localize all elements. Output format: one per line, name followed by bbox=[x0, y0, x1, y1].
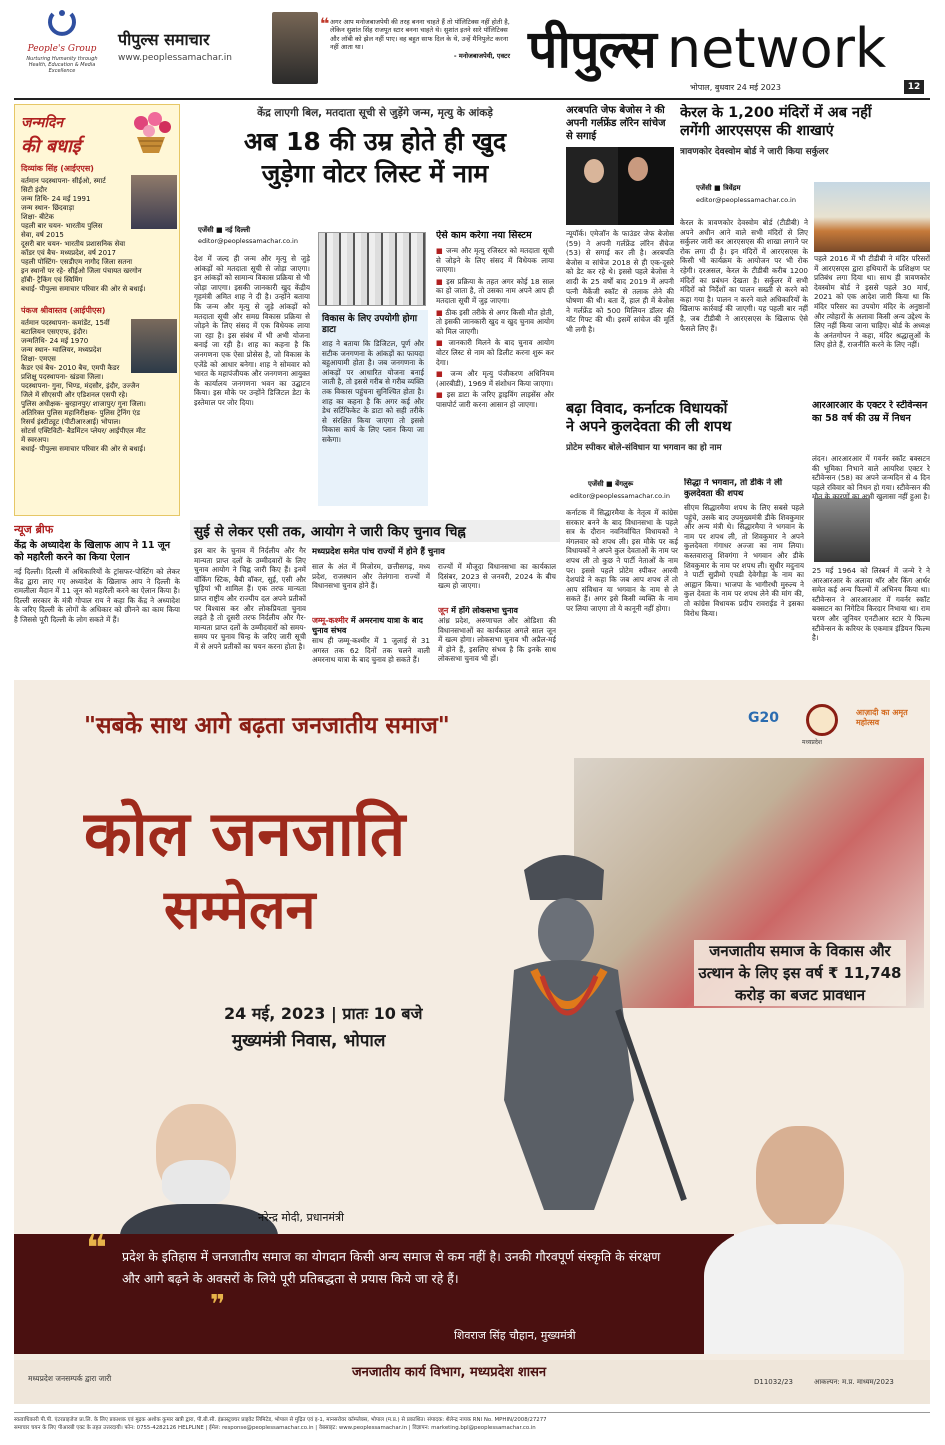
person2-detail: अतिरिक्त पुलिस महानिरीक्षक- पुलिस ट्रेनिंग एंड bbox=[21, 409, 141, 417]
jk-title-rest: में अमरनाथ यात्रा के बाद चुनाव संभव bbox=[312, 616, 423, 635]
advert-quote: प्रदेश के इतिहास में जनजातीय समाज का योगदान किसी अन्य समाज से कम नहीं है। उनकी गौरवपूर्ण संस्कृति के संरक्षण और आगे बढ़ने के अवसरों के लिये पूरी प्रतिबद्धता से प्रयास किये जा रहे हैं। bbox=[122, 1249, 661, 1286]
kerala-body1: केरल के त्रावणकोर देवस्वोम बोर्ड (टीडीबी) ने अपने अधीन आने वाले सभी मंदिरों से लिए सर्कुलर जारी कर आरएसएस की शाखा लगाने पर रोक लगा दी है। इन मंदिरों में आरएसएस के किसी भी कार्यक्रम के आयोजन पर भी रोक रहेगी। दरअसल, केरल के टीडीबी करीब 1200 मंदिरों का प्रबंधन देखता है। सर्कुलर में सभी मंदिरों को निर्देशों का पालन सख्ती से करने को कहा गया है। पालन न करने वाले अधिकारियों के खिलाफ कार्रवाई की जाएगी। यह पहली बार नहीं है, जब टीडीबी ने आरएसएस के खिलाफ ऐसे फैसले लिए हैं। bbox=[680, 218, 808, 333]
side-point bbox=[436, 338, 554, 367]
person2-detail: शिक्षा- एमएस bbox=[21, 355, 56, 363]
lead-side-box bbox=[436, 230, 554, 510]
pm-beard bbox=[162, 1160, 230, 1206]
quote-open-icon: ❝ bbox=[86, 1228, 108, 1269]
advert bbox=[14, 680, 930, 1404]
person2-detail: बटालियन एसएएफ, इंदौर। bbox=[21, 328, 88, 336]
election-story bbox=[190, 520, 560, 670]
side-point-text: इस डाटा के जरिए ड्राइविंग लाइसेंस और पासपोर्ट जारी करना आसान हो जाएगा। bbox=[436, 390, 554, 409]
lead-body: देश में जल्द ही जन्म और मृत्यु से जुड़े आंकड़ों को मतदाता सूची से जोड़ा जाएगा। इन आंकड़ों को सामान्य विकास प्रक्रिया से भी जोड़ा जाएगा। इसकी जानकारी खुद केंद्रीय गृहमंत्री अमित शाह ने दी है। उन्होंने बताया कि जन्म और मृत्यु से जुड़े आंकड़ों को मतदाता सूची और समग्र विकास प्रक्रिया से जोड़ने के लिए संसद में एक विधेयक लाया जा रहा है। इस संबंध में भी अभी योजना बनाई जा रही है। शाह का कहना है कि जनगणना एक ऐसा प्रोसेस है, जो विकास के एजेंडे को आधार बनेगा। शाह ने सोमवार को भारत के महापंजीयक और जनगणना आयुक्त के कार्यालय जनगणना भवन का उद्घाटन किया। इस मौके पर उन्होंने डिजिटल डेटा के इस्तेमाल पर जोर दिया। bbox=[194, 254, 310, 407]
jk-title bbox=[312, 616, 430, 636]
person2-detail: में स्वरअप। bbox=[21, 436, 49, 444]
info-box-title: विकास के लिए उपयोगी होगा डाटा bbox=[322, 314, 418, 335]
person1-detail: बधाई- पीपुल्स समाचार परिवार की ओर से बधाई। bbox=[21, 285, 146, 293]
karnataka-body: कर्नाटक में सिद्धारमैया के नेतृत्व में कांग्रेस सरकार बनने के बाद विधानसभा के पहले सत्र के दौरान नवनिर्वाचित विधायकों ने मंगलवार को शपथ ली। इस मौके पर कई विधायकों ने अपने कुल देवताओं के नाम पर शपथ ली तो कुछ ने पार्टी नेताओं के नाम पर। इससे पहले प्रोटेम स्पीकर आरवी देशपांडे ने कहा कि जब आप शपथ लें तो आप संविधान या भगवान के नाम से ले सकते हैं। अगर इसे किसी व्यक्ति के नाम पर लिया जाएगा तो ये कानूनी नहीं होगा। bbox=[566, 508, 678, 613]
side-point-text: इस प्रक्रिया के तहत अगर कोई 18 साल का हो जाता है, तो उसका नाम अपने आप ही मतदाता सूची में जुड़ जाएगा। bbox=[436, 276, 554, 305]
kerala-email: editor@peoplessamachar.co.in bbox=[696, 196, 796, 204]
election-sub-headline: मध्यप्रदेश समेत पांच राज्यों में होने हैं चुनाव bbox=[312, 547, 445, 557]
news-brief-headline: केंद्र के अध्यादेश के खिलाफ आप ने 11 जून को महारैली करने का किया ऐलान bbox=[14, 540, 171, 563]
paper-url: www.peoplessamachar.in bbox=[118, 53, 232, 63]
june-title-red: जून bbox=[438, 606, 449, 615]
peoples-group-emblem-icon bbox=[45, 8, 79, 42]
person2-detail: पुलिस अधीक्षक- बुरहानपुर/ शाजापुर/ गुना जिला। bbox=[21, 400, 146, 408]
person1-detail: हॉबी- ट्रैकिंग एवं स्विमिंग bbox=[21, 276, 83, 284]
pm-caption: नरेन्द्र मोदी, प्रधानमंत्री bbox=[258, 1211, 344, 1224]
peoples-group-name: People's Group bbox=[27, 44, 97, 54]
quote-text: अगर आप मनोजबाजपेयी की तरह बनना चाहते हैं तो पॉलिटिक्स नहीं होती है, लेकिन सुशांत सिंह राजपूत स्टार बनना चाहते थे। सुशांत इतने सारे पॉलिटिक्स और लॉबी को झेल नहीं पाए। वह बहुत साफ दिल के थे, उन्हें मैनिपुलेट करना नहीं आता था। bbox=[330, 18, 510, 52]
june-title-rest: में होंगे लोकसभा चुनाव bbox=[448, 606, 518, 615]
imprint bbox=[14, 1412, 930, 1440]
lead-email: editor@peoplessamachar.co.in bbox=[198, 237, 298, 245]
birthday-person2-name: पंकज श्रीवास्तव (आईपीएस) bbox=[21, 306, 106, 315]
june-body: आंध्र प्रदेश, अरुणाचल और ओडिशा की विधानसभाओं का कार्यकाल अगले साल जून में खत्म होगा। लोकसभा चुनाव भी अप्रैल-मई में होने हैं, इसलिए संभव है कि इनके साथ लोकसभा चुनाव भी हों। bbox=[438, 616, 556, 664]
footer-right: आकल्पन: म.प्र. माध्यम/2023 bbox=[814, 1378, 894, 1386]
lead-story bbox=[190, 104, 560, 516]
rrr-story bbox=[812, 400, 930, 670]
election-body: इस बार के चुनाव में निर्दलीय और गैर मान्यता प्राप्त दलों के उम्मीदवारों के लिए चुनाव आयोग ने चिह्न जारी किए हैं। इनमें वॉकिंग स्टिक, बैबी वॉकर, सुई, एसी और चूड़ियां भी शामिल हैं। एक तरफ मान्यता प्राप्त राष्ट्रीय और राज्यीय दल अपने प्रतीकों पर विश्वास कर और लोकप्रियता चुनाव लड़ते है तो दूसरी तरफ निर्दलीय और गैर-मान्यता प्राप्त दलों के उम्मीदवारों को समय-समय पर चुनाव चिन्ह के जरिए जारी सूची में से अपने प्रतीकों का चयन करना होता है। bbox=[194, 546, 306, 651]
june-box bbox=[438, 606, 556, 668]
kerala-story bbox=[680, 104, 930, 396]
person2-detail: जन्मतिथि- 24 मई 1970 bbox=[21, 337, 89, 345]
kerala-subhead: त्रावणकोर देवस्वोम बोर्ड ने जारी किया सर्कुलर bbox=[680, 147, 829, 157]
lead-headline-line1: अब 18 की उम्र होते ही खुद bbox=[243, 127, 507, 156]
jk-body: साथ ही जम्मू-कश्मीर में 1 जुलाई से 31 अगस्त तक 62 दिनों तक चलने वाली अमरनाथ यात्रा के बाद चुनाव हो सकते हैं। bbox=[312, 636, 430, 665]
rrr-body2: 25 मई 1964 को लिस्बर्न में जन्मे रे ने आरआरआर के अलावा थॉर और किंग आर्थर समेत कई अन्य फिल्मों में अभिनय किया था। स्टीवेन्सन ने आरआरआर में गवर्नर स्कॉट बक्सटन का निगेटिव किरदार निभाया था। राम चरण और जूनियर एनटीआर स्टार ये फिल्म स्टीवेन्सन के करियर के एकमात्र इंडियन फिल्म है। bbox=[812, 566, 930, 643]
lead-kicker: केंद्र लाएगी बिल, मतदाता सूची से जुड़ेंगे जन्म, मृत्यु के आंकड़े bbox=[257, 107, 493, 119]
cm-body bbox=[704, 1224, 904, 1354]
birthday-person1-name: दिव्यांक सिंह (आईएएस) bbox=[21, 164, 94, 173]
rrr-body1: लंदन। आरआरआर में गवर्नर स्कॉट बक्सटन की भूमिका निभाने वाले आयरिश एक्टर रे स्टीवेन्सन (58) का अपने जन्मदिन से 4 दिन पहले रविवार को निधन हो गया। स्टीवेन्सन की मौत के कारणों का अभी खुलासा नहीं हुआ है। bbox=[812, 454, 930, 502]
karnataka-headline-line1: बढ़ा विवाद, कर्नाटक विधायकों bbox=[566, 401, 728, 417]
side-point-text: ठीक इसी तरीके से अगर किसी मौत होती, तो इसकी जानकारी खुद व खुद चुनाव आयोग को मिल जाएगी। bbox=[436, 307, 554, 336]
person2-detail: कैडर एवं बैच- 2010 बैच, एमपी कैडर bbox=[21, 364, 120, 372]
quote-author: - मनोजबाजपेयी, एक्टर bbox=[453, 51, 510, 60]
kerala-headline-line1: केरल के 1,200 मंदिरों में अब नहीं bbox=[680, 105, 872, 121]
bullet-icon: ■ bbox=[436, 390, 447, 400]
side-point bbox=[436, 277, 554, 306]
advert-logos bbox=[748, 704, 924, 750]
bullet-icon: ■ bbox=[436, 369, 451, 379]
karnataka-byline: एजेंसी ■ बेंगलुरू bbox=[588, 480, 634, 488]
bezos-story bbox=[566, 104, 674, 396]
person1-detail: पहली पोस्टिंग- एसडीएम नागौद जिला सतना bbox=[21, 258, 133, 266]
election-headline: सुई से लेकर एसी तक, आयोग ने जारी किए चुनाव चिह्न bbox=[190, 520, 560, 542]
info-box-body: शाह ने बताया कि डिजिटल, पूर्ण और सटीक जनगणना के आंकड़ों का फायदा बहुआयामी होता है। जब जनगणना के आंकड़ों पर आधारित योजना बनाई जाती है, तो इससे गरीब से गरीब व्यक्ति तक विकास पहुंचना सुनिश्चित होता है। शाह का कहना है कि अगर कई और डेथ सर्टिफिकेट के डाटा को सही तरीके से संरक्षित किया जाएगा तो इससे विकास कार्य के लिए प्लान किया जा सकेगा। bbox=[322, 339, 424, 444]
side-point bbox=[436, 390, 554, 409]
kerala-byline: एजेंसी ■ त्रिवेंद्रम bbox=[696, 184, 741, 192]
person1-details bbox=[21, 177, 177, 294]
birthday-header bbox=[21, 113, 121, 158]
person1-detail: शिक्षा- बीटेक bbox=[21, 213, 54, 221]
bezos-photo-face1 bbox=[584, 159, 604, 183]
quote-close-icon: ❞ bbox=[210, 1290, 226, 1320]
paper-logo-block bbox=[118, 28, 268, 72]
kerala-headline-line2: लगेंगी आरएसएस की शाखाएं bbox=[680, 123, 834, 139]
bullet-icon: ■ bbox=[436, 276, 447, 286]
person2-detail: प्रशिक्षु पदस्थापना- खंडवा जिला। bbox=[21, 373, 104, 381]
imprint-line1: स्वत्वाधिकारी पी.पी. एंटरप्राइजेज प्रा.लि. के लिए प्रकाशक एवं मुद्रक अशोक कुमार खत्री द्वारा, पी.बी.सी. इंफ्रास्ट्रक्चर प्राइवेट लिमिटेड, भोपाल से मुद्रित एवं इ-1, मानसरोवर कॉम्प्लेक्स, भोपाल (म.प्र.) से प्रकाशित। संपादक: शैलेन्द्र नायक RNI No. MPHIN/2008/27277 bbox=[14, 1417, 547, 1423]
bezos-photo bbox=[566, 147, 674, 225]
advert-footer bbox=[14, 1360, 930, 1404]
ballot-photo bbox=[318, 232, 426, 306]
quote-photo bbox=[272, 12, 318, 84]
side-point-text: जानकारी मिलने के बाद चुनाव आयोग वोटर लिस्ट से नाम को डिलीट करना शुरू कर देगा। bbox=[436, 338, 554, 367]
page-number: 12 bbox=[904, 80, 924, 94]
side-point bbox=[436, 246, 554, 275]
advert-title-line1: कोल जनजाति bbox=[84, 797, 406, 870]
election-sub-body2: राज्यों में मौजूदा विधानसभा का कार्यकाल दिसंबर, 2023 से जनवरी, 2024 के बीच खत्म हो जाएगा। bbox=[438, 562, 556, 591]
side-point-text: जन्म और मृत्यु रजिस्टर को मतदाता सूची से जोड़ने के लिए संसद में विधेयक लाया जाएगा। bbox=[436, 246, 554, 275]
news-brief bbox=[14, 522, 180, 668]
side-point bbox=[436, 369, 554, 388]
person1-detail: सिटी इंदौर bbox=[21, 186, 47, 194]
bullet-icon: ■ bbox=[436, 338, 449, 348]
person2-detail: जिले में सीएसपी और एडिशनल एसपी रहे। bbox=[21, 391, 128, 399]
brand-hindi: पीपुल्स bbox=[528, 20, 656, 80]
footer-center: जनजातीय कार्य विभाग, मध्यप्रदेश शासन bbox=[352, 1365, 547, 1380]
brand-english: network bbox=[666, 17, 887, 80]
karnataka-subhead: प्रोटेम स्पीकर बोले-संविधान या भगवान का हो नाम bbox=[566, 443, 722, 453]
side-box-title: ऐसे काम करेगा नया सिस्टम bbox=[436, 230, 532, 241]
karnataka-headline-line2: ने अपने कुलदेवता की ली शपथ bbox=[566, 419, 732, 435]
mp-seal-icon bbox=[806, 704, 838, 736]
advert-banner: "सबके साथ आगे बढ़ता जनजातीय समाज" bbox=[84, 713, 450, 739]
bezos-photo-face2 bbox=[628, 157, 648, 181]
advert-title-line2: सम्मेलन bbox=[164, 878, 316, 941]
lead-byline: एजेंसी ■ नई दिल्ली bbox=[198, 226, 251, 234]
person2-detail: वर्तमान पदस्थापना- कमांडेंट, 15वीं bbox=[21, 319, 110, 327]
person2-detail: सोटर्स एक्टिविटी- बैडमिंटन प्लेयर/ आईपीएल मीट bbox=[21, 427, 146, 435]
karnataka-email: editor@peoplessamachar.co.in bbox=[570, 492, 670, 500]
election-sub-body1: साल के अंत में मिजोरम, छत्तीसगढ़, मध्य प्रदेश, राजस्थान और तेलंगाना राज्यों में विधानसभा चुनाव होने हैं। bbox=[312, 562, 430, 591]
advert-venue: मुख्यमंत्री निवास, भोपाल bbox=[232, 1031, 386, 1051]
jk-box bbox=[312, 616, 430, 668]
footer-left: मध्यप्रदेश जनसम्पर्क द्वारा जारी bbox=[28, 1374, 112, 1383]
flower-bouquet-icon bbox=[127, 111, 175, 155]
lead-info-box bbox=[318, 310, 428, 506]
brand bbox=[528, 12, 928, 80]
imprint-line2: समाचार चयन के लिए पीआरबी एक्ट के तहत उत्तरदायी। फोन: 0755-4282126 HELPLINE | ईमेल: response@peoplessamachar.co.in | वेबसाइट: www.peoplessamachar.in | विज्ञापन: marketing.bpl@peoplessamachar.co.in bbox=[14, 1425, 536, 1431]
bullet-icon: ■ bbox=[436, 307, 446, 317]
lead-headline-line2: जुड़ेगा वोटर लिस्ट में नाम bbox=[261, 159, 489, 188]
karnataka-sidebar bbox=[684, 478, 804, 668]
advert-date-time: 24 मई, 2023 | प्रातः 10 बजे bbox=[224, 1004, 423, 1023]
rss-photo bbox=[814, 182, 930, 252]
side-point-text: जन्म और मृत्यु पंजीकरण अधिनियम (आरबीडी), 1969 में संशोधन किया जाएगा। bbox=[436, 369, 554, 388]
person1-detail: वर्तमान पदस्थापना- सीईओ, स्मार्ट bbox=[21, 177, 106, 185]
kerala-body2: पहले 2016 में भी टीडीबी ने मंदिर परिसरों में आरएसएस द्वारा हथियारों के प्रशिक्षण पर प्रतिबंध लगा दिया था। साथ ही त्रावणकोर देवस्वोम बोर्ड ने इससे पहले 30 मार्च, 2021 को एक आदेश जारी किया था कि मंदिर परिसर का उपयोग मंदिर के अनुष्ठानों और त्योहारों के अलावा किसी अन्य उद्देश्य के लिए नहीं किया जाना चाहिए। बोर्ड के अध्यक्ष के अनंतगोपन ने कहा, मंदिर श्रद्धालुओं के लिए होते हैं, राजनीति करने के लिए नहीं। bbox=[814, 254, 930, 350]
bullet-icon: ■ bbox=[436, 246, 447, 255]
peoples-group-logo bbox=[22, 8, 102, 94]
bezos-headline: अरबपति जेफ बेजोस ने की अपनी गर्लफ्रेंड लॉरेन सांचेज से सगाई bbox=[566, 105, 666, 142]
news-brief-body: नई दिल्ली। दिल्ली में अधिकारियों के ट्रांसफर-पोस्टिंग को लेकर केंद्र द्वारा लाए गए अध्यादेश के खिलाफ आप ने दिल्ली के रामलीला मैदान में 11 जून को महारैली करने का ऐलान किया है। दिल्ली सरकार के मंत्री गोपाल राय ने कहा कि केंद्र ने अध्यादेश के जरिए दिल्ली के लोगों के अधिकार को छीनने का काम किया है जिससे पूरी दिल्ली के लोग सकते में हैं। bbox=[14, 567, 180, 624]
person1-detail: दूसरी बार चयन- भारतीय प्रशासनिक सेवा bbox=[21, 240, 126, 248]
june-title bbox=[438, 606, 556, 616]
person2-details bbox=[21, 319, 177, 454]
bezos-body: न्यूयॉर्क। एमेजॉन के फाउंडर जेफ बेजोस (59) ने अपनी गर्लफ्रेंड लॉरेन सैंचेज (53) से सगाई कर ली है। अरबपति बेजोस व सांचेज 2018 से ही एक-दूसरे को डेट कर रहे थे। इससे पहले बेजोस ने शादी के 25 वर्षों बाद 2019 में अपनी पत्नी मैकेंजी स्कॉट से तलाक लेने की घोषणा की थी। बता दें, हाल ही में बेजोस ने गर्लफ्रेंड को 500 मिलियन डॉलर की यॉट गिफ्ट की थी। इसमें सांचेज की मूर्ति भी लगी है। bbox=[566, 229, 674, 334]
masthead-rule bbox=[14, 98, 930, 100]
budget-text: जनजातीय समाज के विकास और उत्थान के लिए इस वर्ष ₹ 11,748 करोड़ का बजट प्रावधान bbox=[694, 940, 906, 1006]
birthday-title-line1: जन्मदिन bbox=[21, 115, 64, 131]
person2-detail: पदस्थापना- गुना, भिण्ड, मंदसौर, इंदौर, उज्जैन bbox=[21, 382, 140, 390]
g20-logo: G20 bbox=[748, 710, 779, 726]
person1-detail: जन्म तिथि- 24 मई 1991 bbox=[21, 195, 91, 203]
rrr-headline: आरआरआर के एक्टर रे स्टीवेन्सन का 58 वर्ष की उम्र में निधन bbox=[812, 400, 928, 424]
person1-detail: सेवा, वर्ष 2015 bbox=[21, 231, 64, 239]
jk-title-red: जम्मू-कश्मीर bbox=[312, 616, 349, 625]
karnataka-sidebar-body: सीएम सिद्धारमैया शपथ के लिए सबसे पहले पहुंचे, उसके बाद उपमुख्यमंत्री डीके शिवकुमार और अन्य मंत्री थे। सिद्धारमैया ने भगवान के नाम पर शपथ ली, तो शिवकुमार ने अपने कुलदेवता गंगाधर अज्जा का नाम लिया। कस्तवाराजु शिवगंगा ने भगवान और डीके शिवकुमार के नाम पर शपथ ली। सुधीर मदुनाय ने पार्टी सुप्रीमो एचडी देवेगौड़ा के नाम का आह्वान किया। भाजपा के भागीरथी मुरुल्य ने कुल देवता के नाम पर शपथ लेने की मांग की, तो कांग्रेस विधायक प्रदीप रावराईड ने इसका विरोध किया। bbox=[684, 503, 804, 618]
cm-photo bbox=[694, 1120, 914, 1354]
karnataka-story bbox=[566, 400, 806, 670]
footer-code: D11032/23 bbox=[754, 1378, 793, 1386]
azadi-logo: आज़ादी का अमृत महोत्सव bbox=[856, 708, 908, 727]
paper-name: पीपुल्स समाचार bbox=[118, 30, 210, 49]
person2-detail: जन्म स्थान- ग्वालियर, मध्यप्रदेश bbox=[21, 346, 102, 354]
masthead bbox=[0, 0, 945, 104]
quote-mark-icon: ❝ bbox=[320, 14, 330, 33]
dateline: भोपाल, बुधवार 24 मई 2023 bbox=[690, 83, 781, 92]
side-point bbox=[436, 308, 554, 337]
news-brief-label: न्यूज ब्रीफ bbox=[14, 523, 54, 536]
birthday-box bbox=[14, 104, 180, 516]
statue-figure bbox=[454, 840, 704, 1210]
person2-detail: रिसर्च इंस्टीट्यूट (पीटीआरआई) भोपाल। bbox=[21, 418, 121, 426]
mp-seal-label: मध्यप्रदेश bbox=[802, 739, 823, 746]
person1-detail: जन्म स्थान- छिंदवाड़ा bbox=[21, 204, 75, 212]
peoples-group-tagline: Nurturing Humanity through Health, Education & Media Excellence bbox=[26, 56, 98, 74]
cm-head bbox=[756, 1126, 844, 1230]
cm-caption: शिवराज सिंह चौहान, मुख्यमंत्री bbox=[454, 1329, 576, 1342]
person1-detail: इन स्थानों पर रहे- सीईओ जिला पंचायत खरगोन bbox=[21, 267, 142, 275]
karnataka-sidebar-title: सिद्धा ने भगवान, तो डीके ने ली कुलदेवता की शपथ bbox=[684, 478, 783, 499]
person1-detail: पहली बार चयन- भारतीय पुलिस bbox=[21, 222, 103, 230]
person1-detail: कॉडर एवं बैच- मध्यप्रदेश, वर्ष 2017 bbox=[21, 249, 116, 257]
person2-detail: बधाई- पीपुल्स समाचार परिवार की ओर से बधाई। bbox=[21, 445, 146, 453]
quote-block bbox=[320, 14, 510, 88]
birthday-title-line2: की बधाई bbox=[21, 136, 81, 157]
